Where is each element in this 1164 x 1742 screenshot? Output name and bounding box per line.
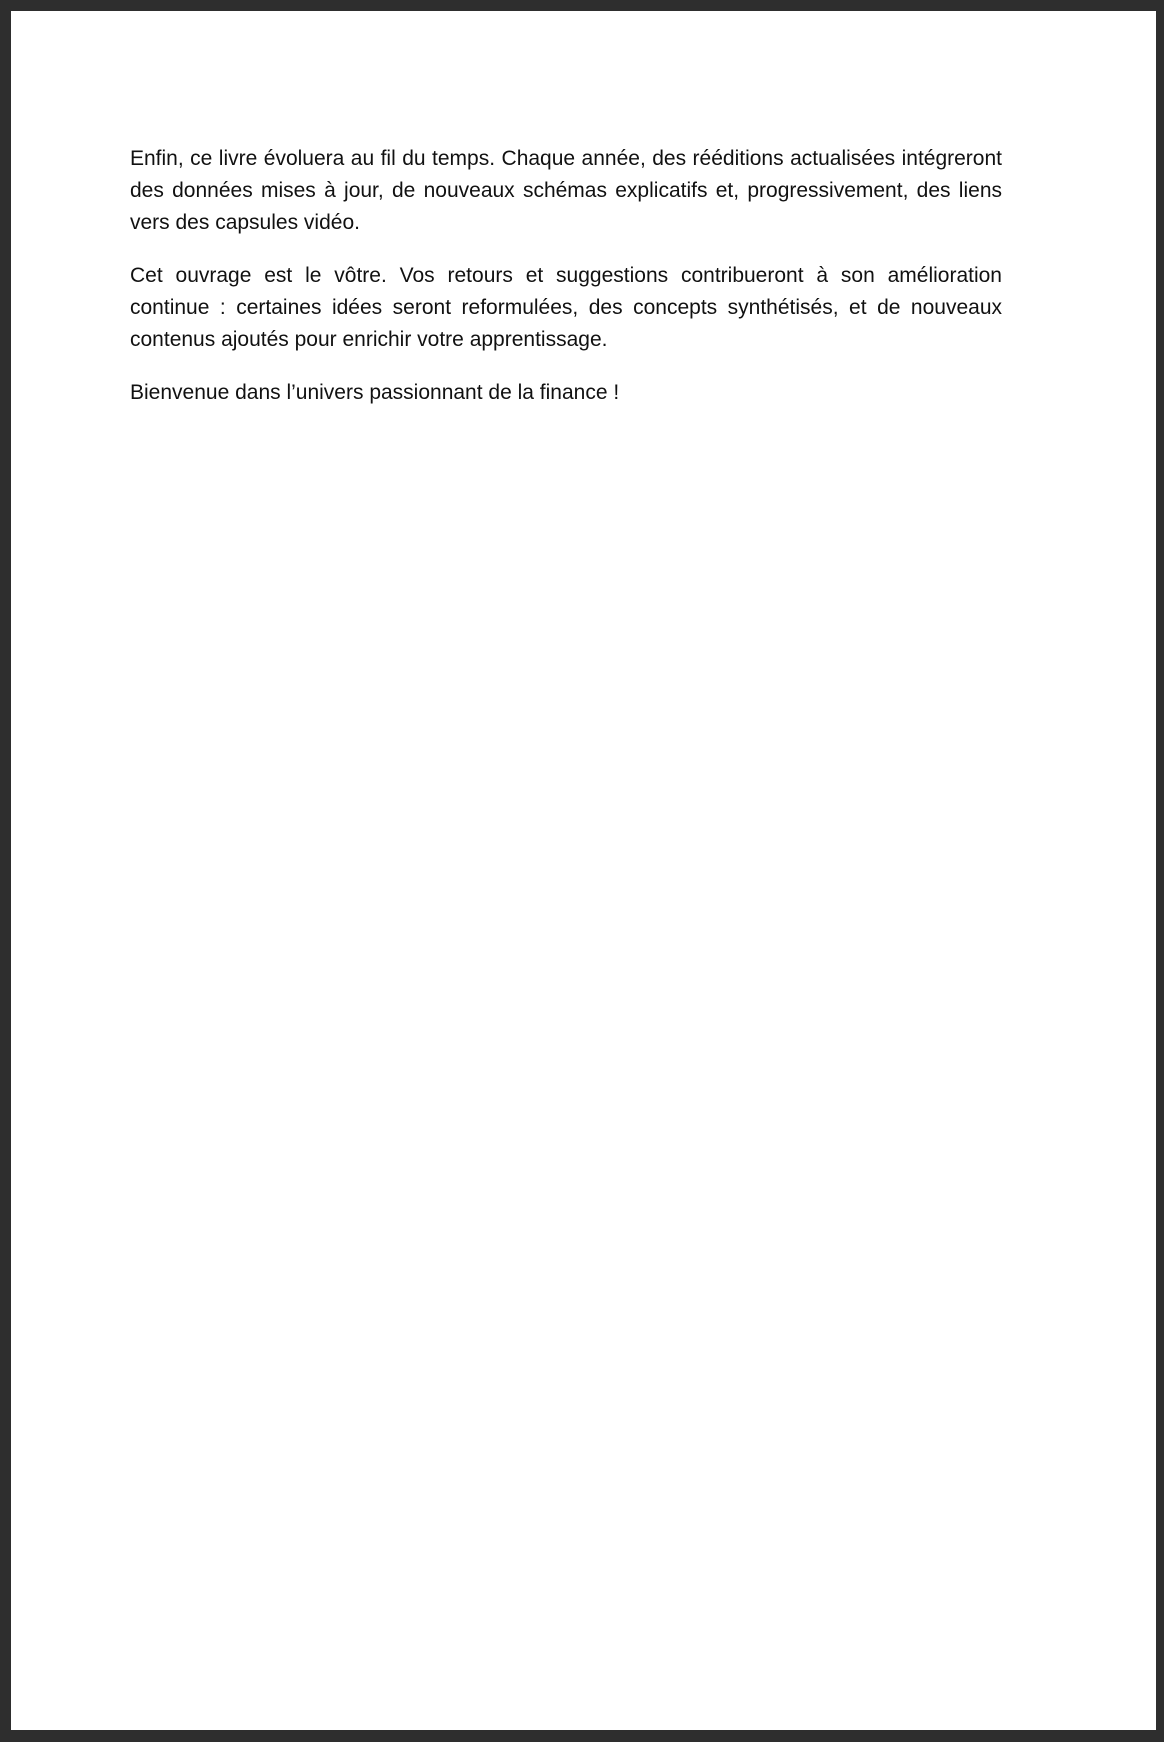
paragraph-reader-feedback: Cet ouvrage est le vôtre. Vos retours et suggestions contribueront à son amélioration continue : certaines idées seront reformulées, des concepts synthétisés, et de nouveaux contenus ajoutés pour enrichir votre apprentissage. <box>130 264 1002 351</box>
document-page <box>11 11 1156 1730</box>
page-content <box>130 143 1002 430</box>
paragraph-welcome: Bienvenue dans l’univers passionnant de la finance ! <box>130 381 620 404</box>
paragraph-book-evolution: Enfin, ce livre évoluera au fil du temps. Chaque année, des rééditions actualisées intégreront des données mises à jour, de nouveaux schémas explicatifs et, progressivement, des liens vers des capsules vidéo. <box>130 147 1002 234</box>
